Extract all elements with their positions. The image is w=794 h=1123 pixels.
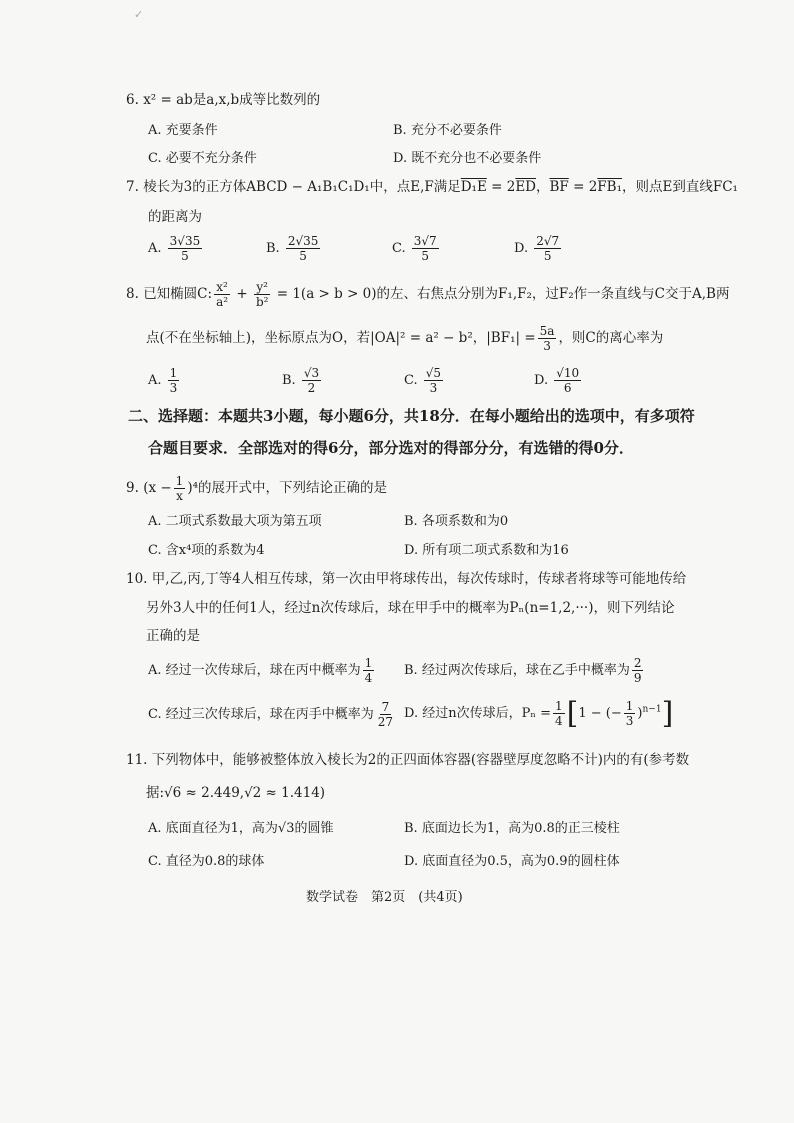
q7-c-fraction [412,234,439,263]
q8-option-b[interactable] [282,366,323,395]
q8-d-label: D. [534,373,549,388]
q10-stem-line2: 另外3人中的任何1人，经过n次传球后，球在甲手中的概率为Pₙ(n=1,2,···)，则下列结论 [146,600,675,616]
q10-d-fraction [553,699,565,728]
q6-text: x² = ab是a,x,b成等比数列的 [143,92,321,108]
section2-heading-line2: 合题目要求．全部选对的得6分，部分选对的得部分分，有选错的得0分． [148,439,634,457]
q10-d-den: 4 [555,714,563,728]
q8-b-fraction [302,366,321,395]
q11-stem-line1 [126,748,689,768]
q10-b-fraction [632,656,644,685]
q8-option-a[interactable] [148,366,181,395]
q11-option-d[interactable]: D. 底面直径为0.5，高为0.9的圆柱体 [404,854,620,869]
q10-stem-line3: 正确的是 [146,628,200,644]
q9-option-b[interactable]: B. 各项系数和为0 [404,514,509,529]
q7-stem [126,175,738,195]
section2-heading-line1: 二、选择题：本题共3小题，每小题6分，共18分．在每小题给出的选项中，有多项符 [128,407,695,425]
q10-c-num: 7 [381,700,390,714]
q7-vector-d1e: D₁E [460,179,487,195]
q8-fraction-5a3 [538,324,557,353]
q10-d-close: ) [637,706,643,721]
q7-b-num: 2√35 [287,234,319,248]
q10-d-num: 1 [555,699,563,713]
q8-a-label: A. [148,373,162,388]
q8-b-den: 2 [307,381,316,395]
q8-b-label: B. [282,373,296,388]
q10-option-a[interactable] [148,656,376,685]
q7-vector-ed: $\overline{ED}$ [515,179,536,195]
q7-a-fraction [168,234,203,263]
q7-c-label: C. [392,241,406,256]
q7-b-fraction [286,234,321,263]
q10-c-text: C. 经过三次传球后，球在丙手中概率为 [148,707,374,722]
q10-a-den: 4 [364,671,373,685]
q9-pre: (x − [143,480,172,496]
q10-option-c[interactable] [148,700,397,729]
q7-option-d[interactable] [514,234,563,263]
q7-vector-fb1: FB₁ [597,179,622,195]
q7-option-a[interactable] [148,234,204,263]
q7-b-den: 5 [299,249,307,263]
q8-c-fraction [424,366,443,395]
q7-a-num: 3√35 [169,234,201,248]
page-footer: 数学试卷 第2页 (共4页) [306,890,463,905]
q10-c-den: 27 [377,715,394,729]
q8-c-den: 3 [429,381,438,395]
q8-text-post: = 1(a > b > 0)的左、右焦点分别为F₁,F₂，过F₂作一条直线与C交于A,B两 [272,286,730,302]
q7-eq1: = 2 [486,179,516,195]
q7-d-label: D. [514,241,529,256]
q8-c-label: C. [404,373,418,388]
q8-stem-line2 [146,324,663,353]
q10-d-text: D. 经过n次传球后，Pₙ = [404,706,551,721]
q7-vector-bf: $\overline{BF}$ [549,179,569,195]
q7-comma: ， [536,179,550,195]
q8-line2-pre: 点(不在坐标轴上)，坐标原点为O，若|OA|² = a² − b²，|BF₁| = [146,330,536,346]
q7-a-den: 5 [181,249,189,263]
q10-number: 10. [126,571,148,587]
q7-d-num: 2√7 [536,234,560,248]
q9-post: )⁴的展开式中，下列结论正确的是 [187,480,387,496]
q8-fraction-x [214,280,230,309]
q7-d-fraction [534,234,561,263]
q8-f3-den: 3 [543,339,551,353]
q9-option-a[interactable]: A. 二项式系数最大项为第五项 [148,514,322,529]
q10-d-in-den: 3 [625,714,634,728]
q8-number: 8. [126,286,139,302]
q10-d-mid: 1 − (− [578,706,622,721]
q7-text-post: ，则点E到直线FC₁ [621,179,738,195]
q7-b-label: B. [266,241,280,256]
q11-line1: 下列物体中，能够被整体放入棱长为2的正四面体容器(容器壁厚度忽略不计)内的有(参考数 [151,752,690,768]
q10-d-exponent: n−1 [642,704,662,715]
q11-option-b[interactable]: B. 底面边长为1，高为0.8的正三棱柱 [404,821,620,836]
q8-stem [126,280,729,309]
q10-b-num: 2 [633,656,642,670]
q8-plus: + [232,286,252,302]
q10-stem-line1 [126,567,686,587]
q9-number: 9. [126,480,139,496]
q9-f-den: x [176,489,183,503]
q6-option-a[interactable]: A. 充要条件 [148,123,218,138]
q8-a-den: 3 [169,381,178,395]
q8-a-num: 1 [169,366,178,380]
q9-option-d[interactable]: D. 所有项二项式系数和为16 [404,543,569,558]
q7-text-pre: 棱长为3的正方体ABCD − A₁B₁C₁D₁中，点E,F满足 [143,179,461,195]
q7-c-den: 5 [421,249,430,263]
q9-option-c[interactable]: C. 含x⁴项的系数为4 [148,543,265,558]
q7-a-label: A. [148,241,162,256]
q8-fy-den: b² [255,295,269,309]
q8-text-pre: 已知椭圆C: [143,286,213,302]
q9-fraction [174,474,186,503]
q9-f-num: 1 [175,474,184,488]
q8-d-fraction [554,366,581,395]
q7-d-den: 5 [543,249,552,263]
q8-option-d[interactable] [534,366,583,395]
q8-fx-den: a² [216,295,229,309]
q6-stem [126,88,320,108]
q10-option-d[interactable] [404,696,673,731]
q8-f3-num: 5a [539,324,555,338]
q6-option-c[interactable]: C. 必要不充分条件 [148,151,257,166]
q11-option-a[interactable]: A. 底面直径为1，高为√3的圆锥 [148,821,334,836]
q8-fraction-y [254,280,271,309]
q6-option-d[interactable]: D. 既不充分也不必要条件 [393,151,542,166]
q9-stem [126,474,387,503]
q7-stem-line2: 的距离为 [148,209,202,225]
q8-line2-post: ，则C的离心率为 [558,330,664,346]
q7-eq2: = 2 [568,179,598,195]
q11-number: 11. [126,752,148,768]
q8-option-c[interactable] [404,366,445,395]
q8-d-den: 6 [563,381,572,395]
q8-a-fraction [168,366,180,395]
q10-d-in-num: 1 [625,699,634,713]
q10-d-bracket-close: ] [661,696,674,731]
q10-c-fraction [376,700,395,729]
q6-option-b[interactable]: B. 充分不必要条件 [393,123,502,138]
q7-option-b[interactable] [266,234,322,263]
q7-c-num: 3√7 [413,234,437,248]
q10-line1: 甲,乙,丙,丁等4人相互传球，第一次由甲将球传出，每次传球时，传球者将球等可能地传给 [151,571,687,587]
q8-fx-num: x² [216,280,228,294]
q10-d-inner-fraction [624,699,636,728]
q8-fy-num: y² [256,280,268,294]
q10-d-bracket-open: [ [566,696,579,731]
q7-option-c[interactable] [392,234,441,263]
q8-d-num: √10 [556,366,580,380]
q10-b-den: 9 [633,671,642,685]
q10-a-text: A. 经过一次传球后，球在丙中概率为 [148,663,361,678]
q11-stem-line2: 据:√6 ≈ 2.449,√2 ≈ 1.414) [146,785,326,801]
q6-number: 6. [126,92,139,108]
q10-a-fraction [363,656,375,685]
q10-b-text: B. 经过两次传球后，球在乙手中概率为 [404,663,630,678]
q7-number: 7. [126,179,139,195]
q10-option-b[interactable] [404,656,645,685]
q8-b-num: √3 [303,366,320,380]
q11-option-c[interactable]: C. 直径为0.8的球体 [148,854,265,869]
q10-a-num: 1 [364,656,373,670]
q8-c-num: √5 [425,366,442,380]
corner-mark: ✓ [134,8,144,21]
